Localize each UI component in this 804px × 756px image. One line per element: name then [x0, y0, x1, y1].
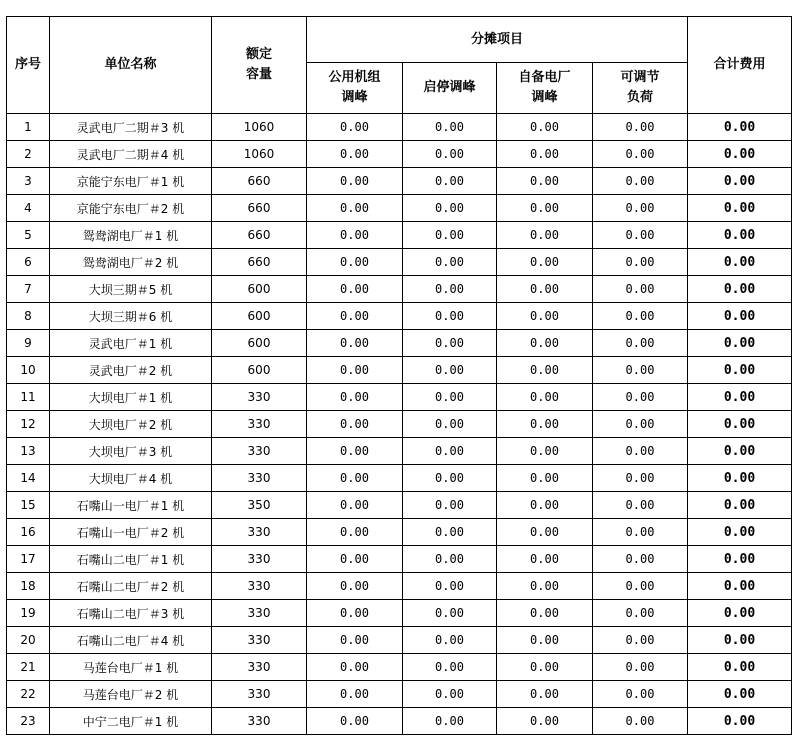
- table-row: [7, 627, 792, 654]
- cell-adjustable-load: 0.00: [593, 141, 688, 168]
- cell-unit-name: 大坝三期＃5 机: [50, 276, 212, 303]
- cell-public-unit-peak: 0.00: [307, 384, 403, 411]
- cell-adjustable-load: 0.00: [593, 411, 688, 438]
- cell-unit-name: 石嘴山一电厂＃2 机: [50, 519, 212, 546]
- cell-adjustable-load: 0.00: [593, 438, 688, 465]
- cell-start-stop-peak: 0.00: [403, 222, 497, 249]
- table-row: [7, 303, 792, 330]
- cell-public-unit-peak: 0.00: [307, 195, 403, 222]
- header-col4-line1: 可调节: [620, 70, 660, 85]
- cell-self-owned-plant-peak: 0.00: [497, 573, 593, 600]
- cell-adjustable-load: 0.00: [593, 708, 688, 735]
- cell-total-cost: 0.00: [688, 600, 792, 627]
- cell-unit-name: 石嘴山二电厂＃1 机: [50, 546, 212, 573]
- cell-unit-name: 京能宁东电厂＃1 机: [50, 168, 212, 195]
- cell-capacity: 600: [212, 330, 307, 357]
- cell-seq: 21: [7, 654, 50, 681]
- cell-public-unit-peak: 0.00: [307, 465, 403, 492]
- cell-capacity: 660: [212, 168, 307, 195]
- cell-public-unit-peak: 0.00: [307, 519, 403, 546]
- cell-adjustable-load: 0.00: [593, 195, 688, 222]
- header-col3-line2: 调峰: [531, 90, 558, 105]
- table-row: [7, 384, 792, 411]
- cell-total-cost: 0.00: [688, 708, 792, 735]
- cell-seq: 13: [7, 438, 50, 465]
- header-start-stop-peak: 启停调峰: [403, 63, 497, 114]
- cell-seq: 3: [7, 168, 50, 195]
- cell-start-stop-peak: 0.00: [403, 303, 497, 330]
- cell-seq: 18: [7, 573, 50, 600]
- cell-public-unit-peak: 0.00: [307, 573, 403, 600]
- cell-self-owned-plant-peak: 0.00: [497, 357, 593, 384]
- cell-start-stop-peak: 0.00: [403, 384, 497, 411]
- header-seq: 序号: [7, 17, 50, 114]
- table-row: [7, 276, 792, 303]
- cell-start-stop-peak: 0.00: [403, 519, 497, 546]
- cell-capacity: 330: [212, 465, 307, 492]
- cell-total-cost: 0.00: [688, 222, 792, 249]
- cell-adjustable-load: 0.00: [593, 519, 688, 546]
- cell-self-owned-plant-peak: 0.00: [497, 465, 593, 492]
- cell-seq: 17: [7, 546, 50, 573]
- cell-unit-name: 中宁二电厂＃1 机: [50, 708, 212, 735]
- header-rated-capacity-line1: 额定: [245, 47, 272, 62]
- cell-start-stop-peak: 0.00: [403, 681, 497, 708]
- cell-adjustable-load: 0.00: [593, 573, 688, 600]
- cell-self-owned-plant-peak: 0.00: [497, 384, 593, 411]
- header-rated-capacity-line2: 容量: [245, 67, 272, 82]
- cell-public-unit-peak: 0.00: [307, 492, 403, 519]
- cell-capacity: 330: [212, 654, 307, 681]
- cell-start-stop-peak: 0.00: [403, 141, 497, 168]
- header-col3-line1: 自备电厂: [518, 70, 571, 85]
- header-col1-line1: 公用机组: [328, 70, 381, 85]
- cell-total-cost: 0.00: [688, 411, 792, 438]
- cell-adjustable-load: 0.00: [593, 249, 688, 276]
- cell-seq: 16: [7, 519, 50, 546]
- cell-total-cost: 0.00: [688, 465, 792, 492]
- cell-adjustable-load: 0.00: [593, 681, 688, 708]
- header-adjustable-load: [593, 63, 688, 114]
- cell-total-cost: 0.00: [688, 654, 792, 681]
- cell-adjustable-load: 0.00: [593, 276, 688, 303]
- cell-start-stop-peak: 0.00: [403, 438, 497, 465]
- cell-self-owned-plant-peak: 0.00: [497, 654, 593, 681]
- cell-self-owned-plant-peak: 0.00: [497, 411, 593, 438]
- cell-start-stop-peak: 0.00: [403, 357, 497, 384]
- cell-self-owned-plant-peak: 0.00: [497, 114, 593, 141]
- cell-capacity: 330: [212, 681, 307, 708]
- cell-self-owned-plant-peak: 0.00: [497, 249, 593, 276]
- table-row: [7, 654, 792, 681]
- cell-capacity: 330: [212, 627, 307, 654]
- cell-seq: 22: [7, 681, 50, 708]
- cell-unit-name: 大坝电厂＃4 机: [50, 465, 212, 492]
- table-row: [7, 411, 792, 438]
- cell-self-owned-plant-peak: 0.00: [497, 492, 593, 519]
- cell-total-cost: 0.00: [688, 384, 792, 411]
- table-row: [7, 681, 792, 708]
- cell-unit-name: 灵武电厂二期＃3 机: [50, 114, 212, 141]
- cell-total-cost: 0.00: [688, 438, 792, 465]
- cell-seq: 9: [7, 330, 50, 357]
- cell-unit-name: 马莲台电厂＃2 机: [50, 681, 212, 708]
- table-row: [7, 519, 792, 546]
- cell-total-cost: 0.00: [688, 546, 792, 573]
- cell-seq: 4: [7, 195, 50, 222]
- header-col1-line2: 调峰: [341, 90, 368, 105]
- cell-capacity: 330: [212, 438, 307, 465]
- cell-start-stop-peak: 0.00: [403, 195, 497, 222]
- cell-unit-name: 石嘴山一电厂＃1 机: [50, 492, 212, 519]
- cell-capacity: 330: [212, 573, 307, 600]
- cell-public-unit-peak: 0.00: [307, 654, 403, 681]
- table-row: [7, 708, 792, 735]
- cell-unit-name: 大坝电厂＃2 机: [50, 411, 212, 438]
- cell-public-unit-peak: 0.00: [307, 681, 403, 708]
- cell-seq: 11: [7, 384, 50, 411]
- cell-total-cost: 0.00: [688, 195, 792, 222]
- cell-public-unit-peak: 0.00: [307, 708, 403, 735]
- cell-seq: 1: [7, 114, 50, 141]
- cell-start-stop-peak: 0.00: [403, 168, 497, 195]
- cell-unit-name: 大坝电厂＃1 机: [50, 384, 212, 411]
- cell-adjustable-load: 0.00: [593, 330, 688, 357]
- table-row: [7, 438, 792, 465]
- cell-total-cost: 0.00: [688, 357, 792, 384]
- cell-unit-name: 马莲台电厂＃1 机: [50, 654, 212, 681]
- cell-adjustable-load: 0.00: [593, 357, 688, 384]
- cell-self-owned-plant-peak: 0.00: [497, 330, 593, 357]
- cell-unit-name: 灵武电厂二期＃4 机: [50, 141, 212, 168]
- cell-total-cost: 0.00: [688, 114, 792, 141]
- header-self-owned-plant-peak: [497, 63, 593, 114]
- cell-total-cost: 0.00: [688, 573, 792, 600]
- cell-start-stop-peak: 0.00: [403, 546, 497, 573]
- cell-public-unit-peak: 0.00: [307, 438, 403, 465]
- cell-start-stop-peak: 0.00: [403, 600, 497, 627]
- cell-capacity: 660: [212, 195, 307, 222]
- table-row: [7, 357, 792, 384]
- table-row: [7, 492, 792, 519]
- cell-total-cost: 0.00: [688, 627, 792, 654]
- cell-unit-name: 大坝电厂＃3 机: [50, 438, 212, 465]
- cell-public-unit-peak: 0.00: [307, 546, 403, 573]
- cell-public-unit-peak: 0.00: [307, 627, 403, 654]
- cell-capacity: 600: [212, 303, 307, 330]
- header-allocation-items: 分摊项目: [307, 17, 688, 63]
- cell-public-unit-peak: 0.00: [307, 249, 403, 276]
- header-public-unit-peak: [307, 63, 403, 114]
- cell-self-owned-plant-peak: 0.00: [497, 681, 593, 708]
- cell-adjustable-load: 0.00: [593, 384, 688, 411]
- cell-public-unit-peak: 0.00: [307, 411, 403, 438]
- cell-total-cost: 0.00: [688, 168, 792, 195]
- cell-total-cost: 0.00: [688, 249, 792, 276]
- cell-seq: 6: [7, 249, 50, 276]
- cell-start-stop-peak: 0.00: [403, 330, 497, 357]
- cell-start-stop-peak: 0.00: [403, 492, 497, 519]
- cell-seq: 8: [7, 303, 50, 330]
- cell-self-owned-plant-peak: 0.00: [497, 519, 593, 546]
- cell-unit-name: 石嘴山二电厂＃4 机: [50, 627, 212, 654]
- cell-self-owned-plant-peak: 0.00: [497, 222, 593, 249]
- cell-total-cost: 0.00: [688, 330, 792, 357]
- cell-adjustable-load: 0.00: [593, 627, 688, 654]
- cell-public-unit-peak: 0.00: [307, 600, 403, 627]
- cell-capacity: 600: [212, 276, 307, 303]
- cell-public-unit-peak: 0.00: [307, 114, 403, 141]
- cell-capacity: 660: [212, 222, 307, 249]
- cell-public-unit-peak: 0.00: [307, 222, 403, 249]
- cell-total-cost: 0.00: [688, 492, 792, 519]
- cell-self-owned-plant-peak: 0.00: [497, 168, 593, 195]
- header-total-cost: 合计费用: [688, 17, 792, 114]
- cell-adjustable-load: 0.00: [593, 222, 688, 249]
- table-row: [7, 330, 792, 357]
- cell-self-owned-plant-peak: 0.00: [497, 141, 593, 168]
- cell-unit-name: 鸳鸯湖电厂＃1 机: [50, 222, 212, 249]
- cell-adjustable-load: 0.00: [593, 114, 688, 141]
- cell-total-cost: 0.00: [688, 681, 792, 708]
- cell-self-owned-plant-peak: 0.00: [497, 708, 593, 735]
- cell-unit-name: 石嘴山二电厂＃3 机: [50, 600, 212, 627]
- cell-seq: 15: [7, 492, 50, 519]
- cell-adjustable-load: 0.00: [593, 492, 688, 519]
- cell-start-stop-peak: 0.00: [403, 465, 497, 492]
- cell-self-owned-plant-peak: 0.00: [497, 600, 593, 627]
- cell-capacity: 330: [212, 519, 307, 546]
- cell-seq: 20: [7, 627, 50, 654]
- cell-unit-name: 京能宁东电厂＃2 机: [50, 195, 212, 222]
- cell-capacity: 1060: [212, 141, 307, 168]
- cell-adjustable-load: 0.00: [593, 465, 688, 492]
- cell-total-cost: 0.00: [688, 519, 792, 546]
- table-row: [7, 114, 792, 141]
- cell-capacity: 330: [212, 600, 307, 627]
- cell-start-stop-peak: 0.00: [403, 411, 497, 438]
- cell-start-stop-peak: 0.00: [403, 573, 497, 600]
- cell-public-unit-peak: 0.00: [307, 168, 403, 195]
- cell-public-unit-peak: 0.00: [307, 330, 403, 357]
- header-col4-line2: 负荷: [627, 90, 654, 105]
- cell-seq: 23: [7, 708, 50, 735]
- cell-adjustable-load: 0.00: [593, 168, 688, 195]
- table-row: [7, 546, 792, 573]
- table-row: [7, 465, 792, 492]
- cell-unit-name: 灵武电厂＃1 机: [50, 330, 212, 357]
- cell-seq: 12: [7, 411, 50, 438]
- cell-adjustable-load: 0.00: [593, 654, 688, 681]
- cell-self-owned-plant-peak: 0.00: [497, 546, 593, 573]
- cell-capacity: 600: [212, 357, 307, 384]
- cell-start-stop-peak: 0.00: [403, 249, 497, 276]
- cell-seq: 7: [7, 276, 50, 303]
- cell-total-cost: 0.00: [688, 276, 792, 303]
- cell-capacity: 660: [212, 249, 307, 276]
- cell-unit-name: 石嘴山二电厂＃2 机: [50, 573, 212, 600]
- cell-seq: 19: [7, 600, 50, 627]
- cell-public-unit-peak: 0.00: [307, 276, 403, 303]
- cell-total-cost: 0.00: [688, 141, 792, 168]
- cell-capacity: 330: [212, 411, 307, 438]
- cell-capacity: 350: [212, 492, 307, 519]
- cell-public-unit-peak: 0.00: [307, 357, 403, 384]
- table-body: [7, 114, 792, 735]
- table-row: [7, 195, 792, 222]
- cell-unit-name: 灵武电厂＃2 机: [50, 357, 212, 384]
- header-rated-capacity: [212, 17, 307, 114]
- cell-capacity: 330: [212, 384, 307, 411]
- cell-start-stop-peak: 0.00: [403, 654, 497, 681]
- fee-allocation-table: [6, 16, 792, 735]
- table-row: [7, 573, 792, 600]
- cell-self-owned-plant-peak: 0.00: [497, 303, 593, 330]
- cell-capacity: 1060: [212, 114, 307, 141]
- cell-self-owned-plant-peak: 0.00: [497, 627, 593, 654]
- table-row: [7, 249, 792, 276]
- table-row: [7, 168, 792, 195]
- table-row: [7, 600, 792, 627]
- cell-start-stop-peak: 0.00: [403, 276, 497, 303]
- cell-self-owned-plant-peak: 0.00: [497, 195, 593, 222]
- cell-adjustable-load: 0.00: [593, 546, 688, 573]
- cell-seq: 10: [7, 357, 50, 384]
- cell-unit-name: 大坝三期＃6 机: [50, 303, 212, 330]
- cell-adjustable-load: 0.00: [593, 303, 688, 330]
- cell-self-owned-plant-peak: 0.00: [497, 276, 593, 303]
- cell-capacity: 330: [212, 546, 307, 573]
- cell-adjustable-load: 0.00: [593, 600, 688, 627]
- cell-start-stop-peak: 0.00: [403, 114, 497, 141]
- cell-public-unit-peak: 0.00: [307, 303, 403, 330]
- table-row: [7, 222, 792, 249]
- table-row: [7, 141, 792, 168]
- cell-total-cost: 0.00: [688, 303, 792, 330]
- cell-seq: 5: [7, 222, 50, 249]
- cell-capacity: 330: [212, 708, 307, 735]
- cell-start-stop-peak: 0.00: [403, 627, 497, 654]
- cell-public-unit-peak: 0.00: [307, 141, 403, 168]
- cell-seq: 2: [7, 141, 50, 168]
- cell-start-stop-peak: 0.00: [403, 708, 497, 735]
- cell-self-owned-plant-peak: 0.00: [497, 438, 593, 465]
- header-unit-name: 单位名称: [50, 17, 212, 114]
- cell-unit-name: 鸳鸯湖电厂＃2 机: [50, 249, 212, 276]
- cell-seq: 14: [7, 465, 50, 492]
